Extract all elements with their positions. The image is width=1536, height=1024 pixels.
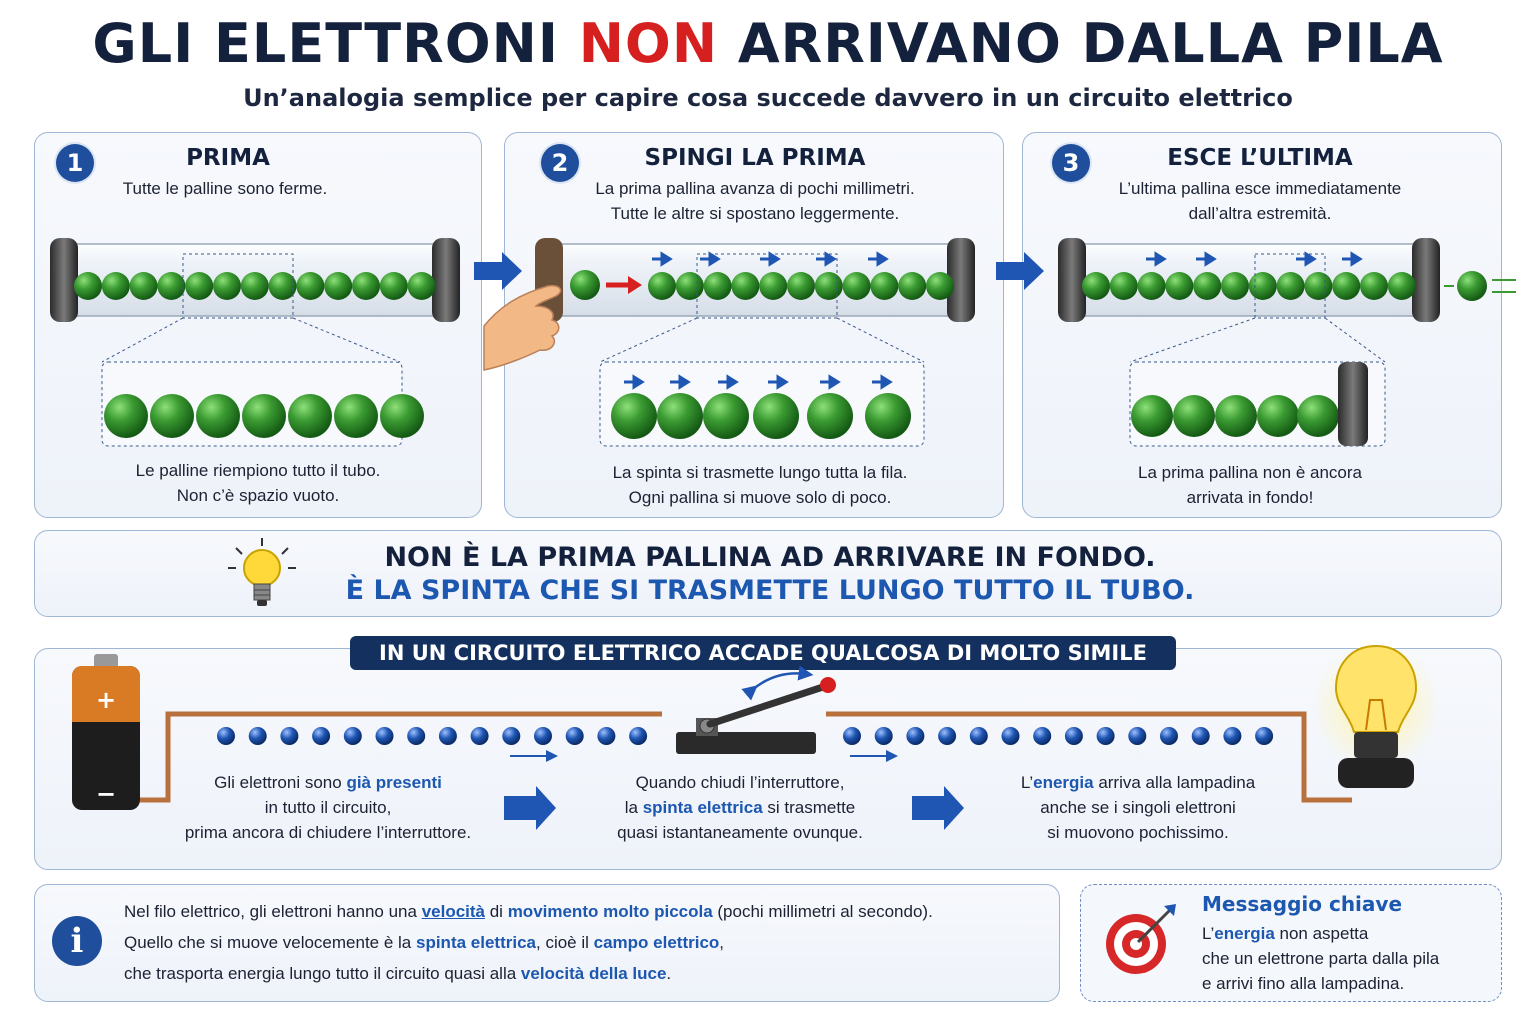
info-icon: i — [52, 916, 102, 966]
step-number-3: 3 — [1052, 144, 1090, 182]
electron — [439, 727, 457, 745]
ball — [1360, 272, 1388, 300]
electron — [1002, 727, 1020, 745]
step-title-3: ESCE L’ULTIMA — [1167, 145, 1353, 171]
step-title-1: PRIMA — [186, 145, 270, 171]
banner-line-1: NON È LA PRIMA PALLINA AD ARRIVARE IN FONDO. — [384, 542, 1156, 573]
ball — [1131, 395, 1173, 437]
electron — [1065, 727, 1083, 745]
ball — [865, 393, 911, 439]
electron — [1223, 727, 1241, 745]
ball — [926, 272, 954, 300]
ball — [130, 272, 158, 300]
step-caption-2: La spinta si trasmette lungo tutta la fila. Ogni pallina si muove solo di poco. — [612, 463, 908, 507]
electron — [534, 727, 552, 745]
ball — [334, 394, 378, 438]
ball — [288, 394, 332, 438]
ball — [648, 272, 676, 300]
electron — [376, 727, 394, 745]
electron — [1097, 727, 1115, 745]
ball — [157, 272, 185, 300]
lamp-icon — [1312, 642, 1440, 788]
ball — [324, 272, 352, 300]
ball — [241, 272, 269, 300]
ball — [213, 272, 241, 300]
electron — [629, 727, 647, 745]
electron — [875, 727, 893, 745]
electron — [1255, 727, 1273, 745]
ball — [196, 394, 240, 438]
ball — [1332, 272, 1360, 300]
ball — [787, 272, 815, 300]
electron — [1192, 727, 1210, 745]
ball — [1193, 272, 1221, 300]
ball — [731, 272, 759, 300]
ball — [1304, 272, 1332, 300]
page-subtitle: Un’analogia semplice per capire cosa succede davvero in un circuito elettrico — [243, 84, 1293, 112]
ball — [815, 272, 843, 300]
ball — [380, 394, 424, 438]
electron — [217, 727, 235, 745]
ball — [898, 272, 926, 300]
ball — [657, 393, 703, 439]
switch-icon — [676, 673, 836, 754]
banner-line-2: È LA SPINTA CHE SI TRASMETTE LUNGO TUTTO IL TUBO. — [345, 575, 1195, 606]
ball — [676, 272, 704, 300]
key-message-text: L’energia non aspetta che un elettrone parta dalla pila e arrivi fino alla lampadina. — [1202, 924, 1440, 993]
ball — [1221, 272, 1249, 300]
ball — [807, 393, 853, 439]
ball — [1388, 272, 1416, 300]
title-highlight: NON — [578, 12, 719, 75]
ball — [703, 393, 749, 439]
ball — [704, 272, 732, 300]
ball — [1297, 395, 1339, 437]
step-title-2: SPINGI LA PRIMA — [644, 145, 866, 171]
tube-2 — [484, 238, 975, 446]
ball — [1082, 272, 1110, 300]
ball — [104, 394, 148, 438]
ball — [269, 272, 297, 300]
electron — [906, 727, 924, 745]
electron — [280, 727, 298, 745]
electron — [502, 727, 520, 745]
step-caption-3: La prima pallina non è ancora arrivata in fondo! — [1138, 463, 1362, 507]
circuit-arrow-2 — [912, 786, 964, 830]
step-number-1: 1 — [56, 144, 94, 182]
ball — [408, 272, 436, 300]
ball — [352, 272, 380, 300]
ball — [843, 272, 871, 300]
electron — [1033, 727, 1051, 745]
electron — [407, 727, 425, 745]
step-desc-3: L’ultima pallina esce immediatamente dall’altra estremità. — [1118, 179, 1402, 223]
ball — [1249, 272, 1277, 300]
ball — [1257, 395, 1299, 437]
electron — [566, 727, 584, 745]
electron — [597, 727, 615, 745]
ball — [759, 272, 787, 300]
page-title: GLI ELETTRONI NON ARRIVANO DALLA PILA — [92, 12, 1444, 75]
step-desc-1: Tutte le palline sono ferme. — [122, 179, 328, 198]
electron — [471, 727, 489, 745]
electron — [843, 727, 861, 745]
ball — [380, 272, 408, 300]
electron — [938, 727, 956, 745]
ball — [1138, 272, 1166, 300]
ball — [296, 272, 324, 300]
battery-plus: + — [95, 686, 117, 714]
step-number-2: 2 — [541, 144, 579, 182]
ball — [1165, 272, 1193, 300]
ball — [870, 272, 898, 300]
step-desc-2: La prima pallina avanza di pochi millimetri. Tutte le altre si spostano leggermente. — [595, 179, 915, 223]
ball — [185, 272, 213, 300]
ball — [1215, 395, 1257, 437]
tube-1 — [50, 238, 460, 446]
ball — [1110, 272, 1138, 300]
target-icon — [1100, 900, 1180, 980]
battery-minus: − — [95, 780, 117, 808]
panel-arrow-2 — [996, 252, 1044, 290]
info-text: Nel filo elettrico, gli elettroni hanno una velocità di movimento molto piccola (pochi millimetri al secondo). Quello che si muove velocemente è la spinta elettrica, cioè il campo elettrico, che trasporta energia lungo tutto il circuito quasi alla velocità della luce. — [124, 902, 933, 983]
step-caption-1: Le palline riempiono tutto il tubo. Non c’è spazio vuoto. — [135, 461, 381, 505]
circuit-text-1: Gli elettroni sono già presenti in tutto il circuito, prima ancora di chiudere l’interruttore. — [184, 773, 472, 842]
electron — [344, 727, 362, 745]
electron — [970, 727, 988, 745]
circuit-text-3: L’energia arriva alla lampadina anche se i singoli elettroni si muovono pochissimo. — [1020, 773, 1256, 842]
ball — [753, 393, 799, 439]
ball — [242, 394, 286, 438]
ball — [102, 272, 130, 300]
ball — [1277, 272, 1305, 300]
tube-3 — [1058, 238, 1516, 446]
circuit-heading: IN UN CIRCUITO ELETTRICO ACCADE QUALCOSA DI MOLTO SIMILE — [350, 636, 1176, 670]
electron — [1128, 727, 1146, 745]
electron — [249, 727, 267, 745]
circuit-text-2: Quando chiudi l’interruttore, la spinta elettrica si trasmette quasi istantaneamente ovunque. — [617, 773, 863, 842]
ball — [1173, 395, 1215, 437]
electron — [312, 727, 330, 745]
key-message-title: Messaggio chiave — [1202, 892, 1403, 916]
ball — [150, 394, 194, 438]
ball — [611, 393, 657, 439]
ball — [74, 272, 102, 300]
panel-arrow-1 — [474, 252, 522, 290]
electron — [1160, 727, 1178, 745]
